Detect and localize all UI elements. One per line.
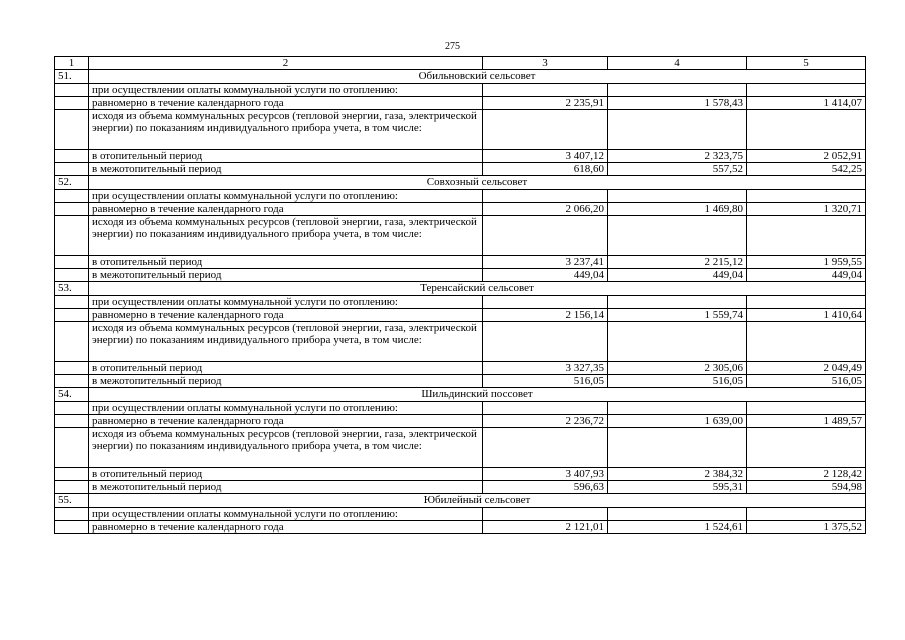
value-col-3: 449,04: [483, 269, 608, 282]
value-col-5: [747, 508, 866, 521]
row-label: равномерно в течение календарного года: [89, 97, 483, 110]
table-row: [55, 84, 866, 97]
value-col-3: 2 156,14: [483, 309, 608, 322]
row-label: при осуществлении оплаты коммунальной услуги по отоплению:: [89, 402, 483, 415]
row-number-cell: [55, 415, 89, 428]
row-number-cell: [55, 150, 89, 163]
row-label: при осуществлении оплаты коммунальной услуги по отоплению:: [89, 508, 483, 521]
value-col-4: [608, 296, 747, 309]
section-title: Обильновский сельсовет: [89, 70, 866, 84]
row-label: равномерно в течение календарного года: [89, 309, 483, 322]
value-col-4: 1 524,61: [608, 521, 747, 534]
table-row: [55, 402, 866, 415]
row-number-cell: [55, 322, 89, 362]
value-col-4: 1 578,43: [608, 97, 747, 110]
column-header: 2: [89, 57, 483, 70]
row-label: равномерно в течение календарного года: [89, 415, 483, 428]
row-number-cell: [55, 309, 89, 322]
value-col-4: 2 323,75: [608, 150, 747, 163]
table-row: [55, 521, 866, 534]
row-label: равномерно в течение календарного года: [89, 521, 483, 534]
row-label: в отопительный период: [89, 468, 483, 481]
table-row: [55, 428, 866, 468]
value-col-5: 449,04: [747, 269, 866, 282]
value-col-5: [747, 190, 866, 203]
table-row: [55, 375, 866, 388]
section-number: 54.: [55, 388, 89, 402]
value-col-3: [483, 216, 608, 256]
value-col-5: 542,25: [747, 163, 866, 176]
value-col-3: 3 407,93: [483, 468, 608, 481]
value-col-4: [608, 216, 747, 256]
row-label: в межотопительный период: [89, 269, 483, 282]
value-col-5: 516,05: [747, 375, 866, 388]
table-row: [55, 110, 866, 150]
value-col-3: 596,63: [483, 481, 608, 494]
table-row: [55, 150, 866, 163]
row-number-cell: [55, 375, 89, 388]
row-number-cell: [55, 428, 89, 468]
value-col-3: [483, 402, 608, 415]
value-col-3: 2 121,01: [483, 521, 608, 534]
row-label: исходя из объема коммунальных ресурсов (тепловой энергии, газа, электрической энергии) по показаниям индивидуального прибора учета, в том числе:: [89, 428, 483, 468]
column-header: 5: [747, 57, 866, 70]
value-col-3: 2 235,91: [483, 97, 608, 110]
value-col-5: 1 410,64: [747, 309, 866, 322]
row-label: при осуществлении оплаты коммунальной услуги по отоплению:: [89, 296, 483, 309]
value-col-4: [608, 84, 747, 97]
row-label: в отопительный период: [89, 150, 483, 163]
row-number-cell: [55, 256, 89, 269]
value-col-5: 1 959,55: [747, 256, 866, 269]
value-col-4: [608, 190, 747, 203]
section-number: 55.: [55, 494, 89, 508]
row-number-cell: [55, 362, 89, 375]
row-number-cell: [55, 190, 89, 203]
value-col-3: 3 407,12: [483, 150, 608, 163]
row-number-cell: [55, 269, 89, 282]
value-col-4: [608, 322, 747, 362]
value-col-4: 2 384,32: [608, 468, 747, 481]
value-col-3: [483, 428, 608, 468]
column-header: 1: [55, 57, 89, 70]
table-row: [55, 468, 866, 481]
value-col-3: 3 327,35: [483, 362, 608, 375]
row-number-cell: [55, 216, 89, 256]
value-col-4: [608, 508, 747, 521]
table-row: [55, 163, 866, 176]
value-col-5: 2 052,91: [747, 150, 866, 163]
value-col-5: 594,98: [747, 481, 866, 494]
table-row: [55, 415, 866, 428]
table-row: [55, 203, 866, 216]
value-col-4: 1 559,74: [608, 309, 747, 322]
value-col-5: 2 049,49: [747, 362, 866, 375]
row-number-cell: [55, 521, 89, 534]
value-col-5: [747, 216, 866, 256]
table-row: [55, 481, 866, 494]
row-number-cell: [55, 481, 89, 494]
row-number-cell: [55, 203, 89, 216]
tariff-table: [54, 56, 866, 534]
value-col-4: [608, 402, 747, 415]
section-number: 53.: [55, 282, 89, 296]
table-row: [55, 269, 866, 282]
table-row: [55, 508, 866, 521]
value-col-4: 1 639,00: [608, 415, 747, 428]
section-title: Шильдинский поссовет: [89, 388, 866, 402]
value-col-4: 595,31: [608, 481, 747, 494]
section-header-row: [55, 176, 866, 190]
column-header: 3: [483, 57, 608, 70]
row-number-cell: [55, 402, 89, 415]
value-col-3: [483, 296, 608, 309]
row-label: при осуществлении оплаты коммунальной услуги по отоплению:: [89, 84, 483, 97]
value-col-4: 2 305,06: [608, 362, 747, 375]
row-number-cell: [55, 84, 89, 97]
value-col-4: 449,04: [608, 269, 747, 282]
value-col-5: 1 414,07: [747, 97, 866, 110]
table-row: [55, 190, 866, 203]
column-header: 4: [608, 57, 747, 70]
row-number-cell: [55, 110, 89, 150]
table-row: [55, 216, 866, 256]
section-header-row: [55, 70, 866, 84]
section-title: Теренсайский сельсовет: [89, 282, 866, 296]
row-number-cell: [55, 468, 89, 481]
value-col-4: 557,52: [608, 163, 747, 176]
value-col-3: [483, 110, 608, 150]
row-label: исходя из объема коммунальных ресурсов (тепловой энергии, газа, электрической энергии) по показаниям индивидуального прибора учета, в том числе:: [89, 322, 483, 362]
value-col-5: [747, 296, 866, 309]
value-col-5: [747, 402, 866, 415]
row-label: равномерно в течение календарного года: [89, 203, 483, 216]
row-label: в межотопительный период: [89, 375, 483, 388]
section-title: Юбилейный сельсовет: [89, 494, 866, 508]
table-row: [55, 309, 866, 322]
header-row: [55, 57, 866, 70]
table-row: [55, 256, 866, 269]
table-row: [55, 362, 866, 375]
value-col-5: [747, 322, 866, 362]
section-header-row: [55, 388, 866, 402]
row-label: при осуществлении оплаты коммунальной услуги по отоплению:: [89, 190, 483, 203]
section-number: 52.: [55, 176, 89, 190]
row-label: в межотопительный период: [89, 163, 483, 176]
row-number-cell: [55, 508, 89, 521]
table-row: [55, 322, 866, 362]
value-col-5: 2 128,42: [747, 468, 866, 481]
section-header-row: [55, 282, 866, 296]
value-col-4: 516,05: [608, 375, 747, 388]
value-col-3: 2 236,72: [483, 415, 608, 428]
table-row: [55, 296, 866, 309]
table-row: [55, 97, 866, 110]
value-col-5: 1 375,52: [747, 521, 866, 534]
value-col-4: 1 469,80: [608, 203, 747, 216]
value-col-3: [483, 322, 608, 362]
value-col-4: [608, 428, 747, 468]
value-col-5: [747, 428, 866, 468]
row-label: в межотопительный период: [89, 481, 483, 494]
row-label: исходя из объема коммунальных ресурсов (тепловой энергии, газа, электрической энергии) по показаниям индивидуального прибора учета, в том числе:: [89, 216, 483, 256]
table-body: [55, 57, 866, 534]
value-col-4: 2 215,12: [608, 256, 747, 269]
value-col-3: 618,60: [483, 163, 608, 176]
value-col-3: 3 237,41: [483, 256, 608, 269]
row-label: в отопительный период: [89, 362, 483, 375]
value-col-5: 1 489,57: [747, 415, 866, 428]
row-number-cell: [55, 296, 89, 309]
value-col-3: 2 066,20: [483, 203, 608, 216]
value-col-3: [483, 508, 608, 521]
value-col-3: [483, 190, 608, 203]
value-col-5: [747, 84, 866, 97]
section-header-row: [55, 494, 866, 508]
page-number: 275: [445, 41, 460, 52]
row-label: в отопительный период: [89, 256, 483, 269]
section-title: Совхозный сельсовет: [89, 176, 866, 190]
row-number-cell: [55, 163, 89, 176]
row-label: исходя из объема коммунальных ресурсов (тепловой энергии, газа, электрической энергии) по показаниям индивидуального прибора учета, в том числе:: [89, 110, 483, 150]
row-number-cell: [55, 97, 89, 110]
value-col-3: 516,05: [483, 375, 608, 388]
value-col-3: [483, 84, 608, 97]
value-col-5: [747, 110, 866, 150]
section-number: 51.: [55, 70, 89, 84]
value-col-5: 1 320,71: [747, 203, 866, 216]
value-col-4: [608, 110, 747, 150]
